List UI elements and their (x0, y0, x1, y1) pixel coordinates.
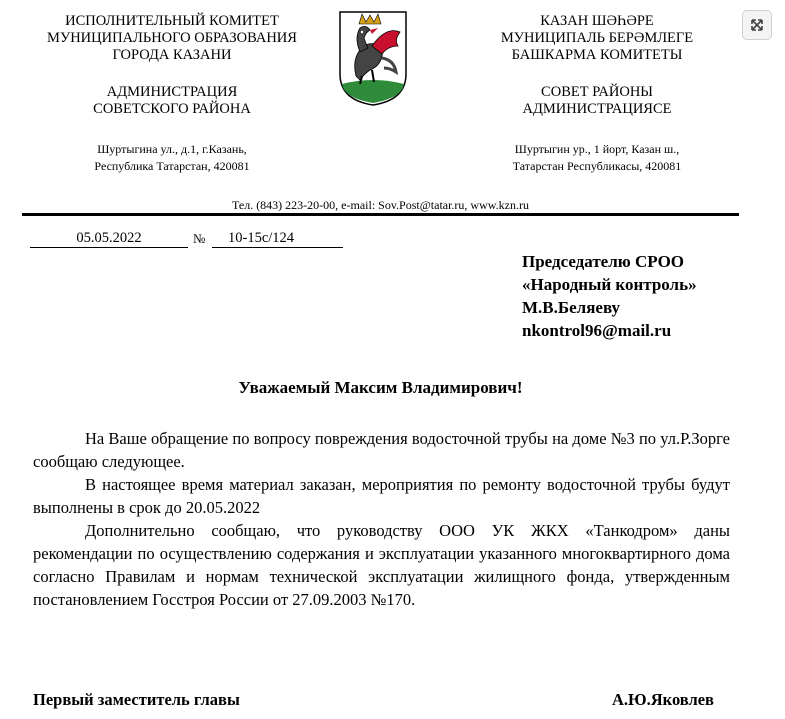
recipient-block (522, 250, 762, 342)
header-left-line4: АДМИНИСТРАЦИЯ (106, 84, 238, 100)
header-right-line1: КАЗАН ШӘҺӘРЕ (540, 13, 654, 29)
registration-number: 10-15с/124 (212, 229, 343, 248)
salutation: Уважаемый Максим Владимирович! (238, 378, 523, 397)
header-divider (22, 213, 739, 216)
recipient-email: nkontrol96@mail.ru (522, 321, 672, 340)
header-right-addr2: Татарстан Республикасы, 420081 (512, 159, 682, 173)
header-right-address (462, 141, 732, 175)
paragraph-2: В настоящее время материал заказан, мероприятия по ремонту водосточной трубы будут выполнены в срок до 20.05.2022 (33, 475, 730, 517)
header-left-line1: ИСПОЛНИТЕЛЬНЫЙ КОМИТЕТ (65, 13, 279, 29)
signature-name: А.Ю.Яковлев (612, 690, 714, 709)
header-right-addr1: Шуртыгин ур., 1 йорт, Казан ш., (514, 142, 680, 156)
header-left-line5: СОВЕТСКОГО РАЙОНА (93, 101, 251, 117)
expand-button[interactable] (742, 10, 772, 40)
letter-body (33, 427, 730, 611)
header-left-address (22, 141, 322, 175)
header-left-line3: ГОРОДА КАЗАНИ (112, 47, 232, 63)
registration-date: 05.05.2022 (30, 229, 188, 248)
header-left (22, 13, 322, 118)
contacts-line: Тел. (843) 223-20-00, e-mail: Sov.Post@tatar.ru, www.kzn.ru (232, 198, 529, 212)
header-left-addr2: Республика Татарстан, 420081 (94, 159, 250, 173)
header-right-line3: БАШКАРМА КОМИТЕТЫ (511, 47, 683, 63)
kazan-emblem-icon (338, 10, 408, 106)
paragraph-3: Дополнительно сообщаю, что руководству ООО УК ЖКХ «Танкодром» даны рекомендации по осуществлению содержания и эксплуатации указанного многоквартирного дома согласно Правилам и нормам технической эксплуатации жилищного фонда, утвержденным постановлением Госстроя России от 27.09.2003 №170. (33, 521, 730, 609)
header-left-line2: МУНИЦИПАЛЬНОГО ОБРАЗОВАНИЯ (47, 30, 297, 46)
header-left-addr1: Шуртыгина ул., д.1, г.Казань, (97, 142, 247, 156)
header-right-line5: АДМИНИСТРАЦИЯСЕ (522, 101, 672, 117)
header-right-line2: МУНИЦИПАЛЬ БЕРӘМЛЕГЕ (500, 30, 694, 46)
number-sign: № (193, 231, 206, 246)
recipient-line3: М.В.Беляеву (522, 298, 621, 317)
recipient-line1: Председателю СРОО (522, 252, 685, 271)
recipient-line2: «Народный контроль» (522, 275, 697, 294)
header-right (462, 13, 732, 118)
expand-icon (743, 11, 771, 39)
signature-position: Первый заместитель главы (33, 690, 240, 709)
paragraph-1: На Ваше обращение по вопросу повреждения водосточной трубы на доме №3 по ул.Р.Зорге сообщаю следующее. (33, 429, 730, 471)
header-right-line4: СОВЕТ РАЙОНЫ (541, 84, 653, 100)
